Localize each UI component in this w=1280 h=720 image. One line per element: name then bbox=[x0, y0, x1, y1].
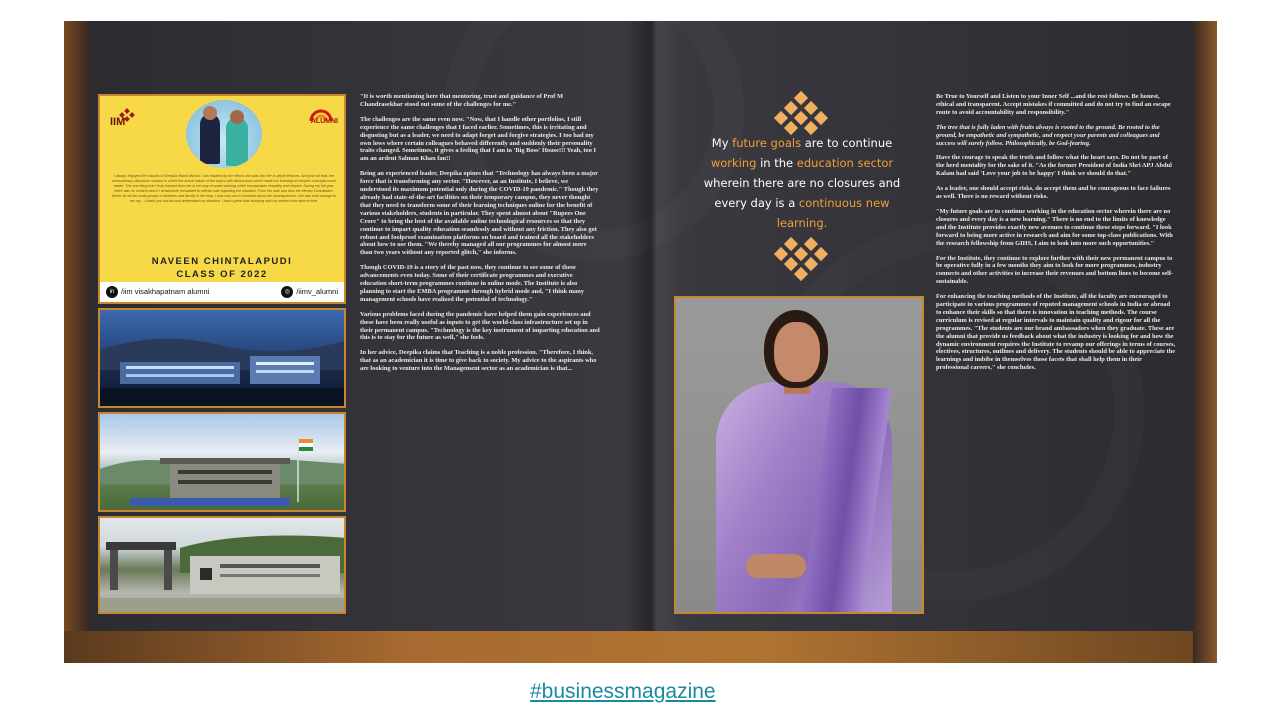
paragraph: Though COVID-19 is a story of the past now, they continue to see some of these advancements even today. Some of their certificate programmes and executive education short-term programmes continue in online mode. The Institute is also planning to start the EMBA programme through hybrid mode and, "I think many management schools have realized the potential of technology." bbox=[360, 264, 584, 303]
linkedin-handle[interactable] bbox=[106, 286, 209, 298]
campus-day-illustration bbox=[100, 414, 346, 512]
bottom-band bbox=[64, 631, 1217, 663]
alumni-logo-text: ALUMNI bbox=[310, 118, 338, 125]
instagram-text: /iimv_alumni bbox=[296, 286, 338, 296]
alumni-name: NAVEEN CHINTALAPUDI bbox=[151, 256, 293, 267]
instagram-icon: ◎ bbox=[281, 286, 293, 298]
pull-quote-text: in the bbox=[756, 156, 797, 170]
paragraph: "It is worth mentioning here that mentoring, trust and guidance of Prof M Chandrasekhar stood out some of the challenges for me." bbox=[360, 93, 564, 108]
campus-photo-day bbox=[98, 412, 346, 512]
alumni-class: CLASS OF 2022 bbox=[176, 269, 268, 280]
alumni-photo bbox=[186, 100, 262, 168]
linkedin-icon: in bbox=[106, 286, 118, 298]
magazine-spread bbox=[64, 21, 1217, 663]
paragraph: In her advice, Deepika claims that Teaching is a noble profession. "Therefore, I think, that as an academician it is time to give back to society. My advice to the aspirants who are looking to venture into the Management sector as an academician is that... bbox=[360, 349, 597, 373]
pull-quote bbox=[692, 133, 912, 233]
campus-gate-illustration bbox=[100, 518, 346, 614]
pull-quote-highlight: working bbox=[710, 156, 757, 170]
paragraph: For enhancing the teaching methods of the Institute, all the faculty are encouraged to participate in various programmes of reputed management schools in India or abroad to enhance their skills so that there is innovation in teaching methods. The course curriculum is revised at regular intervals to maintain quality and rigour for all the programmes. "The students are our brand ambassadors when they graduate. These are the alumni that provide us feedback about what the industry is looking for and how the dynamic environment requires the Institute to revamp our offerings in terms of courses, electives, structures, outlines and delivery. The students should be able to appreciate the learnings and imbibe in themselves those facets that shall help them in their professional careers," she concludes. bbox=[936, 293, 1176, 372]
paragraph: The challenges are the same even now. "Now, that I handle other portfolios, I still experience the same challenges that I faced earlier. Sometimes, this is irritating and disgusting but as a leader, we need to adapt forget and forgive strategies. I too had my own lows where certain colleagues behaved differently and suddenly their personality traits changed. Sometimes, it gives a feeling that I am in 'Big Boss' House!!! Yeah, too I am an ardent Salman Khan fan!! bbox=[360, 115, 597, 163]
paragraph: The tree that is fully laden with fruits always is rooted to the ground. Be rooted to the ground, be empathetic and sympathetic, and respect your parents and colleagues and success will surely follow. Philosophically, be God-fearing. bbox=[936, 123, 1160, 147]
paragraph: Have the courage to speak the truth and follow what the heart says. Do not be part of the herd mentality for the sake of it. "As the former President of India Shri APJ Abdul Kalam had said 'Love your job to be happy' I think we should do that." bbox=[936, 154, 1172, 178]
article-column-left bbox=[360, 93, 600, 380]
paragraph: For the Institute, they continue to explore further with their new permanent campus to be operative fully in a few months they aim to look for more programmes, industry connects and other activities to increase their revenues and bottom lines to become self-sustainable. bbox=[936, 254, 1174, 286]
instagram-handle[interactable] bbox=[281, 286, 338, 298]
pull-quote-highlight: future goals bbox=[732, 136, 802, 150]
diamond-pattern-icon bbox=[768, 93, 834, 133]
pull-quote-text: wherein there are no closures and every day is a bbox=[703, 176, 901, 210]
portrait-photo bbox=[674, 296, 924, 614]
paragraph: Being an experienced leader, Deepika opines that "Technology has always been a major force that is transforming any sector. "However, as an Institute, I believe, we understood its maximum potential only during the COVID-19 pandemic." Though they already had state-of-the-art facilities on their temporary campus, they never thought that they need to transform some of their learning techniques online for the benefit of various stakeholders, students in particular. They spent almost about "Rupees One Crore" to bring the best of the available online technological resources so that they continue to impart quality education seamlessly and without any friction. They also got robust and foolproof examination platforms on board and trained all the stakeholders about how to use them. "We thereby managed all our programmes for almost more than two years without any reported glitch," she informs. bbox=[360, 170, 599, 257]
hashtag-link[interactable]: #businessmagazine bbox=[530, 680, 716, 703]
campus-night-illustration bbox=[100, 310, 346, 408]
alumni-testimonial-card bbox=[98, 94, 346, 304]
linkedin-text: /iim visakhapatnam alumni bbox=[121, 286, 210, 296]
social-footer bbox=[100, 282, 344, 302]
paragraph: As a leader, one should accept risks, do accept them and be courageous to face failures as well. There is no reward without risks. bbox=[936, 185, 1171, 201]
alumni-quote: I always enjoyed the classes of Deepika Rama Ma'am. I am inspired by the efforts she puts into her in-depth lectures. And just not that, the extraordinary classroom session in which the actual nature of the topics with discussions which made our learning of complex concepts much easier. The one thing that I truly learned from her is her way of smart working which incorporates empathy and respect. During my full year, there was no content which I whatsoever forwarded to official mail regarding the situation. From her side was also the Mentor Coordinator. Never be all the small groups of students and faculty in the loop. I was very much humbled about the consequences, she also took enough to me my... I thank you ma'am and understand my situation. I had a great time studying with my mentor from time to time. bbox=[111, 174, 337, 203]
pull-quote-text: My bbox=[711, 136, 733, 150]
article-column-right bbox=[936, 93, 1176, 379]
paragraph: "My future goals are to continue working in the education sector wherein there are no closures and every day is a new learning." There is no end to the limits of knowledge and the Institute provides exactly new avenues to continue these steps forward. "I look forward to being more active in research and aim for some top-class publications. With the research fellowship from GIHS, I aim to look into more such opportunities." bbox=[936, 207, 1173, 247]
pull-quote-text: are to continue bbox=[801, 136, 893, 150]
paragraph: Various problems faced during the pandemic have helped them gain experiences and these have been really useful as inputs to get the world-class infrastructure set up in their permanent campus. "Technology is the key instrument of imparting education and this is to stay for the future as well," she feels. bbox=[360, 310, 600, 342]
campus-photo-night bbox=[98, 308, 346, 408]
iim-logo-text: IIM bbox=[110, 116, 126, 128]
paragraph: Be True to Yourself and Listen to your Inner Self ...and the rest follows. Be honest, ethical and transparent. Accept mistakes if committed and do not try to find an escape route to avoid accountability and responsibility." bbox=[936, 93, 1171, 116]
diamond-pattern-icon bbox=[768, 239, 834, 279]
campus-photo-gate bbox=[98, 516, 346, 614]
pull-quote-highlight: continuous new learning. bbox=[776, 196, 890, 230]
pull-quote-highlight: education sector bbox=[796, 156, 894, 170]
